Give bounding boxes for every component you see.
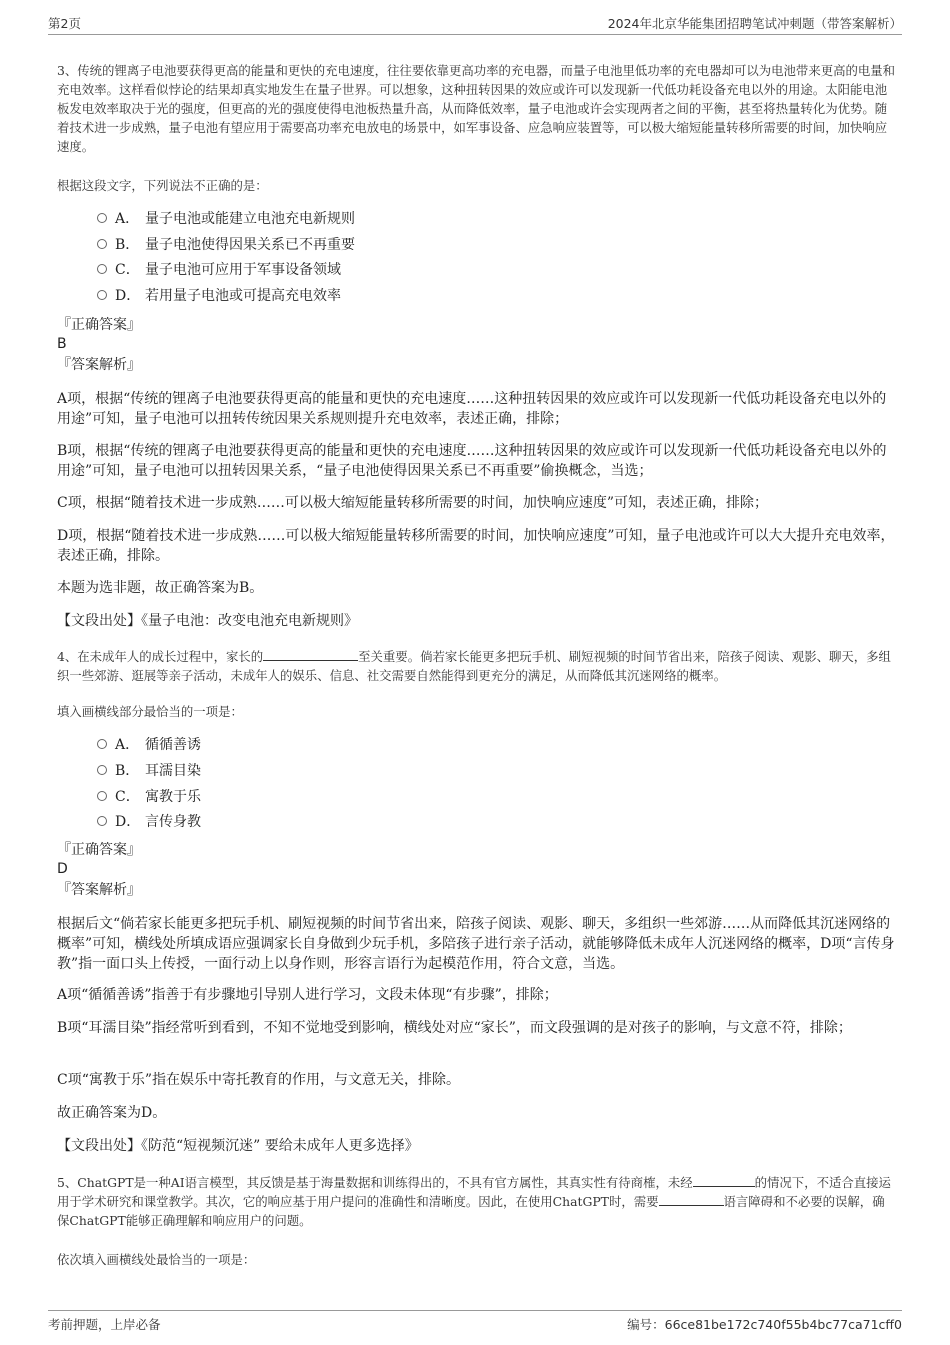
q4-conclusion: 故正确答案为D。 xyxy=(57,1105,167,1121)
q3-option-d[interactable] xyxy=(97,285,341,307)
footer-slogan: 考前押题，上岸必备 xyxy=(48,1317,161,1332)
radio-icon[interactable] xyxy=(97,765,107,775)
option-text: 循循善诱 xyxy=(145,737,201,753)
document-code: 编号：66ce81be172c740f55b4bc77ca71cff0 xyxy=(627,1317,902,1332)
q4-explanation-main: 根据后文“倘若家长能更多把玩手机、刷短视频的时间节省出来，陪孩子阅读、观影、聊天，多组织一些郊游……从而降低其沉迷网络的概率”可知，横线处所填成语应强调家长自身做到少玩手机，多陪孩子进行亲子活动，就能够降低未成年人沉迷网络的概率，D项“言传身教”指一面口头上传授，一面行动上以身作则，形容言语行为起模范作用，符合文意，当选。 xyxy=(57,916,895,972)
option-text: 耳濡目染 xyxy=(145,763,201,779)
q3-source: 【文段出处】《量子电池：改变电池充电新规则》 xyxy=(57,613,358,629)
radio-icon[interactable] xyxy=(97,264,107,274)
q4-answer-label: 『正确答案』 xyxy=(57,842,141,858)
option-letter: D． xyxy=(115,814,141,830)
q3-answer-label: 『正确答案』 xyxy=(57,317,141,333)
q4-explanation-a: A项“循循善诱”指善于有步骤地引导别人进行学习，文段未体现“有步骤”，排除； xyxy=(57,987,558,1003)
q3-conclusion: 本题为选非题，故正确答案为B。 xyxy=(57,580,264,596)
option-text: 量子电池可应用于军事设备领域 xyxy=(145,262,341,278)
fill-blank xyxy=(263,659,358,661)
radio-icon[interactable] xyxy=(97,290,107,300)
option-letter: A． xyxy=(115,737,140,753)
radio-icon[interactable] xyxy=(97,239,107,249)
q3-analysis-label: 『答案解析』 xyxy=(57,357,141,373)
q4-source: 【文段出处】《防范“短视频沉迷” 要给未成年人更多选择》 xyxy=(57,1138,419,1154)
radio-icon[interactable] xyxy=(97,739,107,749)
fill-blank-1 xyxy=(693,1185,755,1187)
q4-prompt: 填入画横线部分最恰当的一项是： xyxy=(57,704,243,719)
q3-answer: B xyxy=(57,336,67,352)
option-text: 若用量子电池或可提高充电效率 xyxy=(145,288,341,304)
radio-icon[interactable] xyxy=(97,791,107,801)
q3-option-a[interactable] xyxy=(97,208,355,230)
option-text: 言传身教 xyxy=(145,814,201,830)
radio-icon[interactable] xyxy=(97,816,107,826)
fill-blank-2 xyxy=(659,1204,724,1206)
radio-icon[interactable] xyxy=(97,213,107,223)
option-text: 寓教于乐 xyxy=(145,789,201,805)
document-title: 2024年北京华能集团招聘笔试冲刺题（带答案解析） xyxy=(607,16,902,31)
option-letter: C． xyxy=(115,262,140,278)
q4-answer: D xyxy=(57,861,68,877)
option-letter: D． xyxy=(115,288,141,304)
q4-option-d[interactable] xyxy=(97,811,201,833)
q4-passage: 4、在未成年人的成长过程中，家长的 至关重要。倘若家长能更多把玩手机、刷短视频的时间节省出来，陪孩子阅读、观影、聊天，多组织一些郊游、逛展等亲子活动，未成年人的娱乐、信息、社交需要自然能得到更充分的满足，从而降低其沉迷网络的概率。 xyxy=(57,649,891,683)
q5-passage: 5、ChatGPT是一种AI语言模型，其反馈是基于海量数据和训练得出的，不具有官方属性，其真实性有待商榷，未经 的情况下，不适合直接运用于学术研究和课堂教学。其次，它的响应基于用户提问的准确性和清晰度。因此，在使用ChatGPT时，需要 语言障碍和不必要的误解，确保ChatGPT能够正确理解和响应用户的问题。 xyxy=(57,1175,891,1228)
q3-explanation-c: C项，根据“随着技术进一步成熟……可以极大缩短能量转移所需要的时间，加快响应速度”可知，表述正确，排除； xyxy=(57,495,769,511)
q3-option-b[interactable] xyxy=(97,234,355,256)
q3-explanation-a: A项，根据“传统的锂离子电池要获得更高的能量和更快的充电速度……这种扭转因果的效应或许可以发现新一代低功耗设备充电以外的用途”可知，量子电池可以扭转传统因果关系规则提升充电效率，表述正确，排除； xyxy=(57,391,887,427)
page-header xyxy=(48,14,902,35)
option-text: 量子电池或能建立电池充电新规则 xyxy=(145,211,355,227)
option-letter: B． xyxy=(115,763,140,779)
option-letter: B． xyxy=(115,237,140,253)
q4-analysis-label: 『答案解析』 xyxy=(57,882,141,898)
q3-prompt: 根据这段文字，下列说法不正确的是： xyxy=(57,178,268,193)
q5-prompt: 依次填入画横线处最恰当的一项是： xyxy=(57,1252,256,1267)
q3-explanation-d: D项，根据“随着技术进一步成熟……可以极大缩短能量转移所需要的时间，加快响应速度”可知，量子电池或许可以大大提升充电效率，表述正确，排除。 xyxy=(57,528,895,564)
q4-option-b[interactable] xyxy=(97,760,201,782)
q3-option-c[interactable] xyxy=(97,259,341,281)
option-letter: A． xyxy=(115,211,140,227)
q4-explanation-b: B项“耳濡目染”指经常听到看到，不知不觉地受到影响，横线处对应“家长”，而文段强调的是对孩子的影响，与文意不符，排除； xyxy=(57,1020,852,1036)
q3-passage: 3、传统的锂离子电池要获得更高的能量和更快的充电速度，往往要依靠更高功率的充电器，而量子电池里低功率的充电器却可以为电池带来更高的电量和充电效率。这样看似悖论的结果却真实地发生在量子世界。可以想象，这种扭转因果的效应或许可以发现新一代低功耗设备充电以外的用途。太阳能电池板发电效率取决于光的强度，但更高的光的强度使得电池板热量升高，从而降低效率，量子电池或许会实现两者之间的平衡，甚至将热量转化为优势。随着技术进一步成熟，量子电池有望应用于需要高功率充电放电的场景中，如军事设备、应急响应装置等，可以极大缩短能量转移所需要的时间，加快响应速度。 xyxy=(57,63,896,154)
page-footer xyxy=(48,1310,902,1335)
q4-explanation-c: C项“寓教于乐”指在娱乐中寄托教育的作用，与文意无关，排除。 xyxy=(57,1072,461,1088)
q3-explanation-b: B项，根据“传统的锂离子电池要获得更高的能量和更快的充电速度……这种扭转因果的效应或许可以发现新一代低功耗设备充电以外的用途”可知，量子电池可以扭转因果关系，“量子电池使得因果关系已不再重要”偷换概念，当选； xyxy=(57,443,887,479)
page-number: 第2页 xyxy=(48,16,81,31)
option-text: 量子电池使得因果关系已不再重要 xyxy=(145,237,355,253)
q4-option-c[interactable] xyxy=(97,786,201,808)
q4-option-a[interactable] xyxy=(97,734,201,756)
option-letter: C． xyxy=(115,789,140,805)
